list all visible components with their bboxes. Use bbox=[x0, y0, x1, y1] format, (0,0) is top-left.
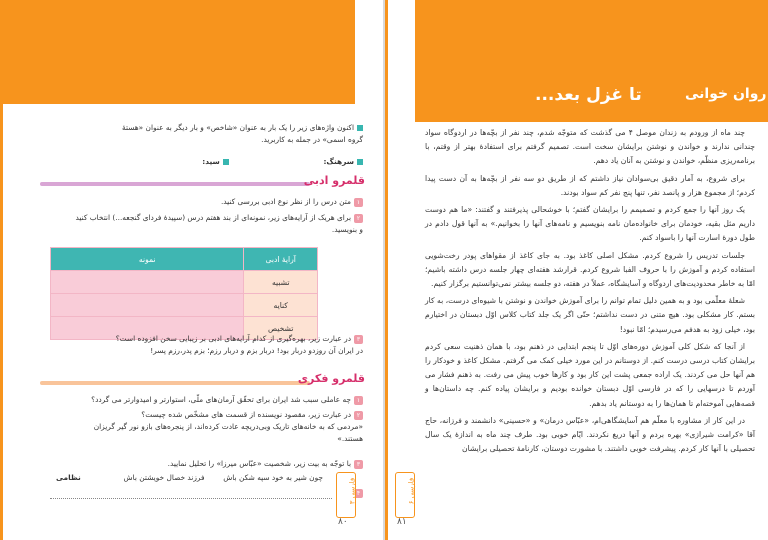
paragraph: در این کار از مشاوره با معلّم هم آسایشگاهی‌ام، «عبّاس درمان» و «حسینی» دانشمند و فرزانه، حاج آقا «کرامت شیرازی» بهره بردم و آنها دریغ نکردند. ایّام خوبی بود. طرف چند ماه به اندازهٔ یک سال تحصیلی با آنها کار کردم. پیشرفت خوبی داشتند. با مشورت دوستان، کارنامهٔ تحصیلی برایشان bbox=[425, 415, 755, 454]
paragraph: از آنجا که شکل کلی آموزش دوره‌های اوّل تا پنجم ابتدایی در ذهنم بود، با همان ذهنیت سعی کردم برایشان کتاب درسی درست کنم. از دوستانم در این مورد خیلی کمک می گرفتم. مشکل کاغذ و خودکار را هم آنها حل می کردند. یک اراده جمعی پشت این کار بود و کارها خوب پیش می رفت. به ذهنم فشار می آوردم تا درسهایی را که در فارسی اوّل دبستان خوانده بودیم و برایشان پیاده کنم. چه داستان‌ها و قصه‌هایی آموخته‌ام تا همان‌ها را به دوستانم یاد بدهم. bbox=[425, 341, 755, 408]
section-title-literary: قلمرو ادبی bbox=[303, 174, 365, 187]
poem-verse: چون شیر به خود سپه شکن باش فرزند خصال خویشتن باش نظامی bbox=[56, 473, 323, 482]
left-side-strip bbox=[0, 104, 3, 540]
section-title-thought: قلمرو فکری bbox=[297, 372, 365, 385]
book-tag-left: فارسی ۳ bbox=[336, 472, 356, 518]
word-list: سرهنگ: سید: bbox=[23, 156, 363, 168]
paragraph: برای شروع، به آمار دقیق بی‌سوادان نیاز داشتم که از طریق دو سه نفر از بچّه‌ها به آن دست پیدا کردم؛ از مجموع هزار و پانصد نفر، تنها پنج نفر کم سواد بودند. bbox=[425, 173, 755, 197]
paragraph: جلسات تدریس را شروع کردم. مشکل اصلی کاغذ بود. به جای کاغذ از مقواهای پودر رخت‌شویی استفاده کردم و آموزش را با حروف الفبا شروع کردم. قرارشد هفته‌ای چهار جلسه درس داشته باشیم؛ امّا به خاطر محدودیت‌های اردوگاه و آسایشگاه، عملاً در هفته، دو جلسه بیشتر نمی‌توانستیم برگزار کنیم. bbox=[425, 250, 755, 289]
lesson-title: تا غزل بعد... bbox=[535, 85, 642, 105]
answer-line[interactable] bbox=[50, 498, 332, 499]
question-2: ۲برای هریک از آرایه‌های زیر، نمونه‌ای از بند هفتم درس (سپیدهٔ فردای گنجعه...) انتخاب کنید و بنویسید. bbox=[75, 213, 363, 234]
table-header-device: آرایهٔ ادبی bbox=[244, 248, 318, 271]
book-tag-right: فارسی ۶ bbox=[395, 472, 415, 518]
table-cell-empty[interactable] bbox=[51, 271, 244, 294]
section-bar-thought bbox=[40, 381, 310, 385]
paragraph: شعلهٔ معلّمی بود و به همین دلیل تمام توانم را برای آموزش خواندن و نوشتن با شیوه‌ای درست، به کار بستم. کار مشکلی بود. هیچ متنی در دست نداشتم؛ حتّی اگر یک جلد کتاب کلاس اوّل دبستان در اختیارم بود، خیلی زود به هدفم می‌رسیدم؛ امّا نبود! bbox=[425, 296, 755, 334]
thought-question-2: ۲در عبارت زیر، مقصود نویسنده از قسمت های مشخّص شده چیست؟ «مردمی که به خانه‌های تاریک وبی‌دریچه عادت کرده‌اند، از پنجره‌های بازو نور گیر گریزان هستند.» bbox=[93, 410, 363, 443]
table-cell-empty[interactable] bbox=[51, 294, 244, 317]
reading-text bbox=[425, 126, 755, 459]
page-number-left: ۸۰ bbox=[338, 517, 348, 527]
teal-bullet-icon bbox=[357, 125, 363, 131]
left-page-top-band bbox=[0, 0, 383, 104]
teal-bullet-icon bbox=[357, 159, 363, 165]
teal-bullet-icon bbox=[223, 159, 229, 165]
table-cell-device: تشخیص bbox=[244, 317, 318, 340]
table-cell-device: تشبیه bbox=[244, 271, 318, 294]
right-page bbox=[385, 0, 768, 540]
table-header-example: نمونه bbox=[51, 248, 244, 271]
paragraph: چند ماه از ورودم به زندان موصل ۴ می گذشت که متوجّه شدم، چند نفر از بچّه‌ها در اردوگاه سواد چندانی ندارند و خواندن و نوشتن برایشان سخت است. تصمیم گرفتم برای استفادهٔ بهتر از وقتم، با برنامه‌ریزی منظّم، خواندن و نوشتن به آنان یاد دهم. bbox=[425, 128, 755, 166]
paragraph: یک روز آنها را جمع کردم و تصمیمم را برایشان گفتم؛ با خوشحالی پذیرفتند و گفتند: «ما هم دوست داریم مثل بقیه، خودمان برای خانواده‌مان نامه بنویسیم و نامه‌های آنها را بخوانیم.» به آنها قول دادم در طول دورهٔ اسارت آنها را باسواد کنم. bbox=[425, 205, 755, 243]
intro-instruction: اکنون واژه‌های زیر را یک بار به عنوان «شاخص» و بار دیگر به عنوان «هستهٔ گروه اسمی» در جمله به کاربرید. bbox=[122, 123, 363, 144]
thought-question-3: ۳با توجّه به بیت زیر، شخصیت «عبّاس میرزا» را تحلیل نمایید. bbox=[23, 458, 363, 470]
literary-devices-table bbox=[50, 247, 318, 340]
left-page bbox=[0, 0, 383, 540]
table-row bbox=[51, 294, 318, 317]
question-3: ۳در عبارت زیر، بهره‌گیری از کدام آرایه‌های ادبی بر زیبایی سخن افزوده است؟ در ایران آن روزدو دربار بود! دربار بزم و دربار رزم؛ بزم پدر،رزم پسر! bbox=[115, 334, 363, 355]
right-side-strip bbox=[385, 0, 388, 540]
table-row bbox=[51, 271, 318, 294]
page-number-right: ۸۱ bbox=[397, 517, 407, 527]
table-cell-device: کنایه bbox=[244, 294, 318, 317]
question-1: ۱متن درس را از نظر نوع ادبی بررسی کنید. bbox=[23, 196, 363, 208]
thought-question-4: ۴ bbox=[333, 487, 363, 499]
section-bar-literary bbox=[40, 182, 310, 186]
table-header-row bbox=[51, 248, 318, 271]
thought-question-1: ۱چه عاملی سبب شد ایران برای تحقّق آرمان‌های ملّی، استوارتر و امیدوارتر می گردد؟ bbox=[23, 394, 363, 406]
lesson-category: روان خوانی bbox=[685, 86, 767, 102]
